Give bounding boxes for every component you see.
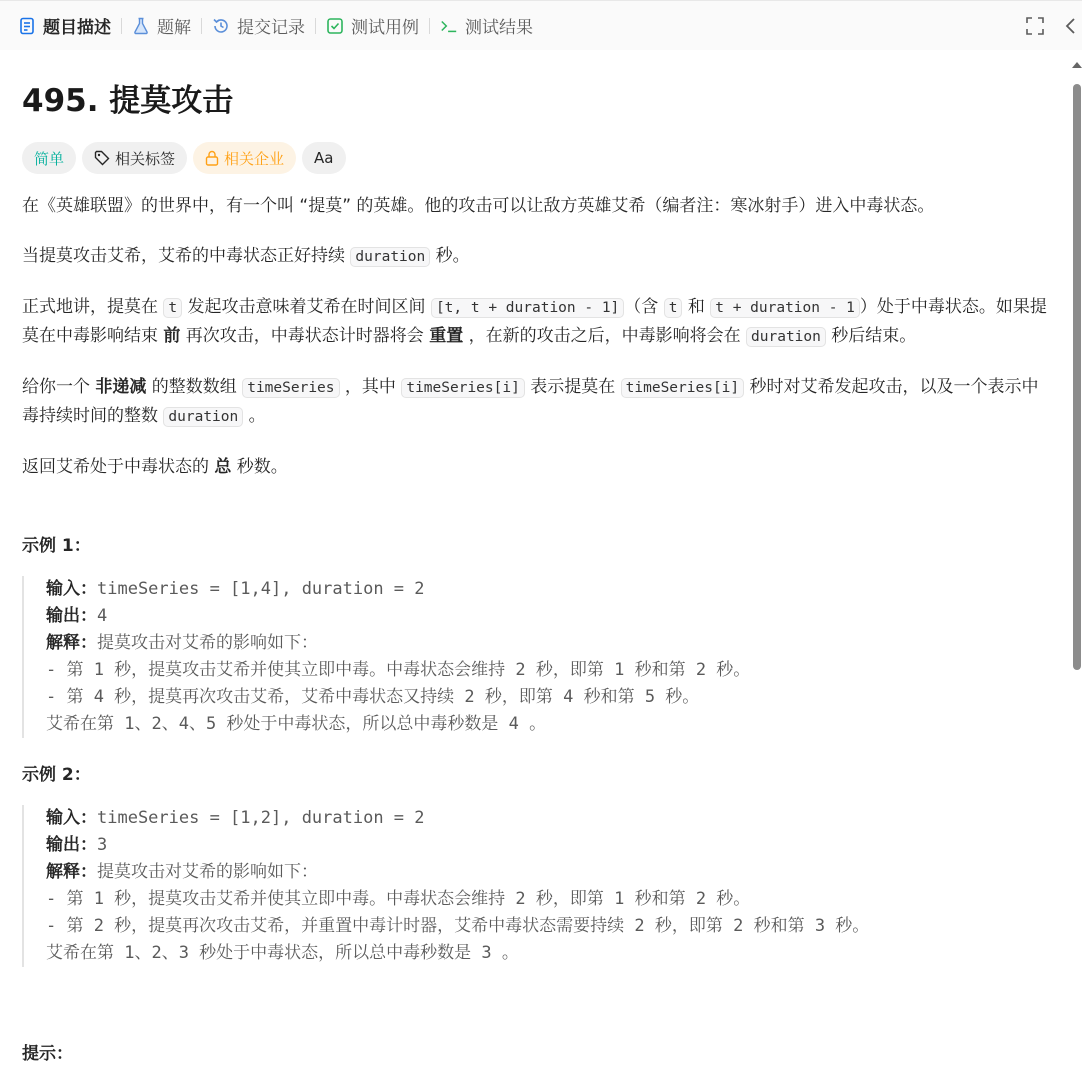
desc-bold: 重置 xyxy=(429,326,464,346)
example-line: - 第 1 秒，提莫攻击艾希并使其立即中毒。中毒状态会维持 2 秒，即第 1 秒和第 2 秒。 xyxy=(46,889,751,909)
difficulty-badge xyxy=(22,142,76,174)
desc-paragraph-1 xyxy=(22,192,1047,220)
tab-divider xyxy=(315,18,316,34)
desc-bold: 非递减 xyxy=(95,377,147,397)
example-2-block xyxy=(22,805,1047,967)
example-line xyxy=(46,832,1047,859)
output-label: 输出： xyxy=(46,606,97,626)
input-value: timeSeries = [1,4], duration = 2 xyxy=(97,579,425,599)
desc-text: 返回艾希处于中毒状态的 xyxy=(22,457,215,477)
tab-description-label: 题目描述 xyxy=(43,18,111,38)
problem-description xyxy=(22,50,1047,1064)
input-value: timeSeries = [1,2], duration = 2 xyxy=(97,808,425,828)
desc-text: 给你一个 xyxy=(22,377,96,397)
example-line: - 第 1 秒，提莫攻击艾希并使其立即中毒。中毒状态会维持 2 秒，即第 1 秒和第 2 秒。 xyxy=(46,660,751,680)
tab-description[interactable] xyxy=(18,1,111,51)
page-title: 495. 提莫攻击 xyxy=(22,83,234,119)
desc-text: 和 xyxy=(682,297,711,317)
tab-solutions[interactable] xyxy=(132,1,191,51)
tab-testcase-label: 测试用例 xyxy=(351,18,419,38)
desc-paragraph-2 xyxy=(22,242,1047,271)
translate-icon: Aa xyxy=(314,149,334,167)
desc-bold: 前 xyxy=(163,326,181,346)
flask-icon xyxy=(132,17,150,35)
hint-title: 提示： xyxy=(22,1044,73,1064)
tag-icon xyxy=(94,150,110,166)
tag-row xyxy=(22,142,1047,174)
example-1-title: 示例 1： xyxy=(22,536,91,556)
lock-icon xyxy=(205,150,219,166)
translate-button[interactable] xyxy=(302,142,345,174)
desc-text: 秒数。 xyxy=(231,457,288,477)
inline-code: duration xyxy=(746,327,826,347)
output-value: 4 xyxy=(97,606,108,626)
tab-testcase[interactable] xyxy=(326,1,419,51)
explain-value: 提莫攻击对艾希的影响如下： xyxy=(97,862,318,882)
desc-text: ）处于中毒状态。如果提莫在中毒影响结束 xyxy=(22,297,1047,346)
example-line xyxy=(46,805,1047,832)
example-line: 艾希在第 1、2、4、5 秒处于中毒状态，所以总中毒秒数是 4 。 xyxy=(46,714,547,734)
desc-text: 的整数数组 xyxy=(146,377,243,397)
tab-divider xyxy=(429,18,430,34)
desc-text: 。 xyxy=(243,406,266,426)
example-1-block xyxy=(22,576,1047,738)
toolbar-right xyxy=(1026,1,1082,51)
desc-text: ，其中 xyxy=(339,377,402,397)
desc-text: 发起攻击意味着艾希在时间区间 xyxy=(182,297,431,317)
input-label: 输入： xyxy=(46,808,97,828)
difficulty-label: 简单 xyxy=(34,149,65,168)
desc-paragraph-3 xyxy=(22,293,1047,351)
tab-submissions-label: 提交记录 xyxy=(237,18,305,38)
desc-text: 当提莫攻击艾希，艾希的中毒状态正好持续 xyxy=(22,246,351,266)
checkbox-icon xyxy=(326,17,344,35)
example-line: - 第 4 秒，提莫再次攻击艾希，艾希中毒状态又持续 2 秒，即第 4 秒和第 5 秒。 xyxy=(46,687,700,707)
desc-text: 秒。 xyxy=(430,246,470,266)
tab-submissions[interactable] xyxy=(212,1,305,51)
desc-text: 表示提莫在 xyxy=(524,377,621,397)
desc-bold: 总 xyxy=(214,457,232,477)
related-companies-label: 相关企业 xyxy=(224,149,285,168)
tab-divider xyxy=(201,18,202,34)
related-tags-button[interactable] xyxy=(82,142,187,174)
tab-result[interactable] xyxy=(440,1,533,51)
example-line: 艾希在第 1、2、3 秒处于中毒状态，所以总中毒秒数是 3 。 xyxy=(46,943,519,963)
inline-code: duration xyxy=(350,247,430,267)
related-companies-button[interactable] xyxy=(193,142,296,174)
desc-text: ，在新的攻击之后，中毒影响将会在 xyxy=(463,326,747,346)
inline-code: [t, t + duration - 1] xyxy=(431,298,624,318)
output-label: 输出： xyxy=(46,835,97,855)
terminal-icon xyxy=(440,17,458,35)
input-label: 输入： xyxy=(46,579,97,599)
explain-value: 提莫攻击对艾希的影响如下： xyxy=(97,633,318,653)
inline-code: t xyxy=(664,298,683,318)
inline-code: timeSeries xyxy=(242,378,339,398)
explain-label: 解释： xyxy=(46,633,97,653)
example-2-title: 示例 2： xyxy=(22,765,91,785)
desc-text: 秒时对艾希发起攻击，以及一个表示中毒持续时间的整数 xyxy=(22,377,1039,426)
desc-paragraph-4 xyxy=(22,373,1047,431)
inline-code: timeSeries[i] xyxy=(621,378,745,398)
scroll-up-arrow-icon[interactable] xyxy=(1072,62,1082,68)
desc-text: 秒后结束。 xyxy=(825,326,917,346)
tab-result-label: 测试结果 xyxy=(465,18,533,38)
output-value: 3 xyxy=(97,835,108,855)
desc-paragraph-5 xyxy=(22,453,1047,481)
inline-code: timeSeries[i] xyxy=(401,378,525,398)
related-tags-label: 相关标签 xyxy=(115,149,176,168)
inline-code: t + duration - 1 xyxy=(710,298,860,318)
tab-divider xyxy=(121,18,122,34)
tab-solutions-label: 题解 xyxy=(157,18,191,38)
desc-text: 正式地讲，提莫在 xyxy=(22,297,164,317)
example-line xyxy=(46,576,1047,603)
example-line xyxy=(46,603,1047,630)
desc-text: 在《英雄联盟》的世界中，有一个叫 “提莫” 的英雄。他的攻击可以让敌方英雄艾希（编者注：寒冰射手）进入中毒状态。 xyxy=(22,196,935,216)
example-line xyxy=(46,630,1047,657)
desc-text: 再次攻击，中毒状态计时器将会 xyxy=(180,326,430,346)
fullscreen-icon[interactable] xyxy=(1026,17,1044,35)
example-line xyxy=(46,859,1047,886)
explain-label: 解释： xyxy=(46,862,97,882)
scrollbar-thumb[interactable] xyxy=(1073,84,1081,670)
example-line: - 第 2 秒，提莫再次攻击艾希，并重置中毒计时器，艾希中毒状态需要持续 2 秒，即第 2 秒和第 3 秒。 xyxy=(46,916,870,936)
history-icon xyxy=(212,17,230,35)
chevron-left-icon[interactable] xyxy=(1064,17,1076,35)
inline-code: t xyxy=(163,298,182,318)
tab-bar xyxy=(0,0,1082,50)
desc-text: （含 xyxy=(624,297,664,317)
document-icon xyxy=(18,17,36,35)
inline-code: duration xyxy=(163,407,243,427)
